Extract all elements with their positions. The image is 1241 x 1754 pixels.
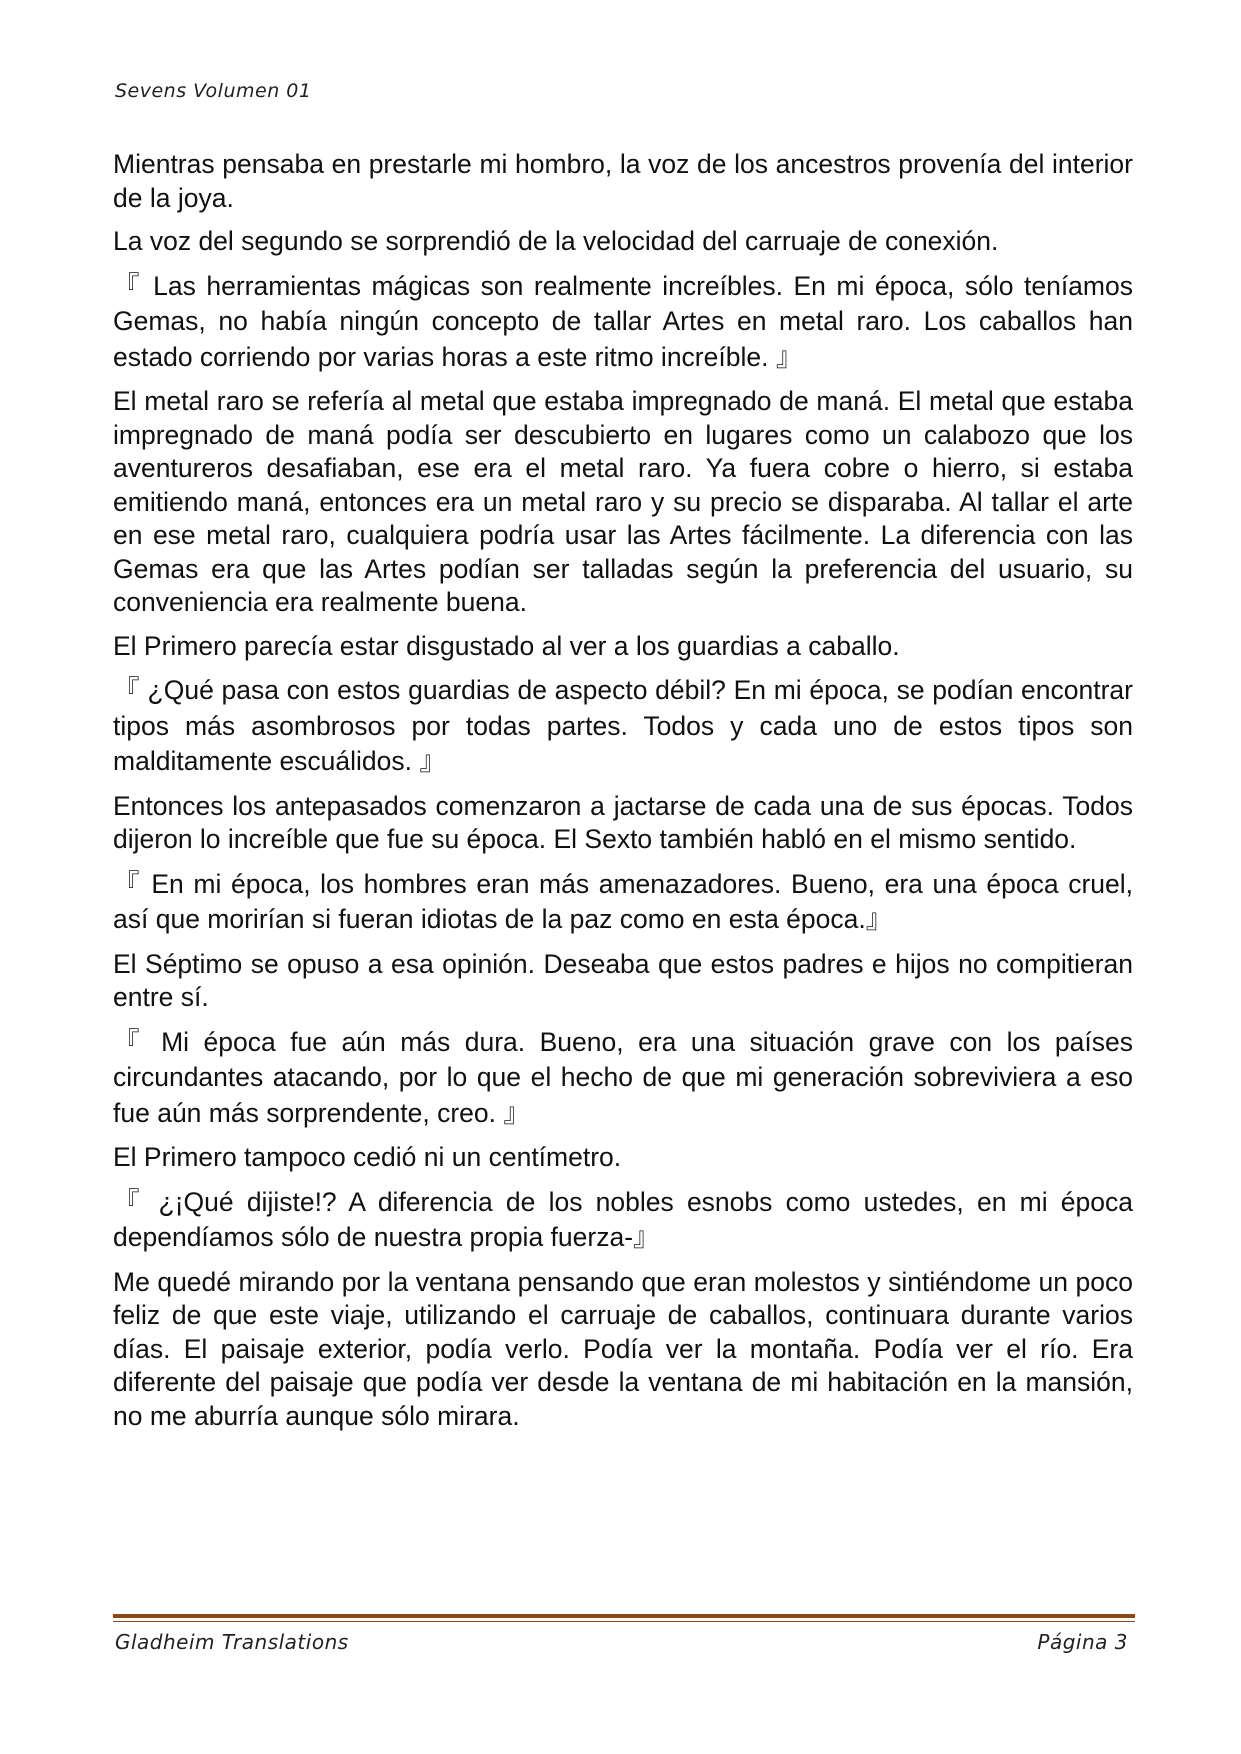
paragraph: Mientras pensaba en prestarle mi hombro, la voz de los ancestros provenía del interior de la joya. xyxy=(113,149,1133,213)
paragraph: La voz del segundo se sorprendió de la velocidad del carruaje de conexión. xyxy=(113,226,999,256)
dialogue-paragraph: 『 En mi época, los hombres eran más amenazadores. Bueno, era una época cruel, así que morirían si fueran idiotas de la paz como en esta época.』 xyxy=(113,868,1133,934)
paragraph: El Séptimo se opuso a esa opinión. Deseaba que estos padres e hijos no compitieran entre sí. xyxy=(113,948,1133,1012)
page-body xyxy=(113,148,1133,1443)
paragraph: Entonces los antepasados comenzaron a jactarse de cada una de sus épocas. Todos dijeron lo increíble que fue su época. El Sexto también habló en el mismo sentido. xyxy=(113,790,1133,854)
dialogue-paragraph: 『 ¿Qué pasa con estos guardias de aspecto débil? En mi época, se podían encontrar tipos más asombrosos por todas partes. Todos y cada uno de estos tipos son malditamente escuálidos. 』 xyxy=(113,675,1133,776)
footer-page-number: Página 3 xyxy=(1037,1630,1128,1654)
paragraph: El metal raro se refería al metal que estaba impregnado de maná. El metal que estaba impregnado de maná podía ser descubierto en lugares como un calabozo que los aventureros desafiaban, ese era el metal raro. Ya fuera cobre o hierro, si estaba emitiendo maná, entonces era un metal raro y su precio se disparaba. Al tallar el arte en ese metal raro, cualquiera podría usar las Artes fácilmente. La diferencia con las Gemas era que las Artes podían ser talladas según la preferencia del usuario, su conveniencia era realmente buena. xyxy=(113,386,1133,617)
running-title: Sevens Volumen 01 xyxy=(115,80,312,102)
dialogue-paragraph: 『 Mi época fue aún más dura. Bueno, era una situación grave con los países circundantes atacando, por lo que el hecho de que mi generación sobreviviera a eso fue aún más sorprendente, creo. 』 xyxy=(113,1026,1133,1128)
dialogue-paragraph: 『 ¿¡Qué dijiste!? A diferencia de los nobles esnobs como ustedes, en mi época dependíamos sólo de nuestra propia fuerza-』 xyxy=(113,1186,1133,1252)
footer-publisher: Gladheim Translations xyxy=(115,1630,349,1654)
dialogue-paragraph: 『 Las herramientas mágicas son realmente increíbles. En mi época, sólo teníamos Gemas, no había ningún concepto de tallar Artes en metal raro. Los caballos han estado corriendo por varias horas a este ritmo increíble. 』 xyxy=(113,270,1133,372)
footer-divider-thin xyxy=(113,1621,1135,1622)
footer-divider xyxy=(113,1614,1135,1618)
paragraph: El Primero parecía estar disgustado al ver a los guardias a caballo. xyxy=(113,630,900,661)
paragraph: Me quedé mirando por la ventana pensando que eran molestos y sintiéndome un poco feliz de que este viaje, utilizando el carruaje de caballos, continuara durante varios días. El paisaje exterior, podía verlo. Podía ver la montaña. Podía ver el río. Era diferente del paisaje que podía ver desde la ventana de mi habitación en la mansión, no me aburría aunque sólo mirara. xyxy=(113,1266,1133,1431)
paragraph: El Primero tampoco cedió ni un centímetro. xyxy=(113,1142,622,1172)
